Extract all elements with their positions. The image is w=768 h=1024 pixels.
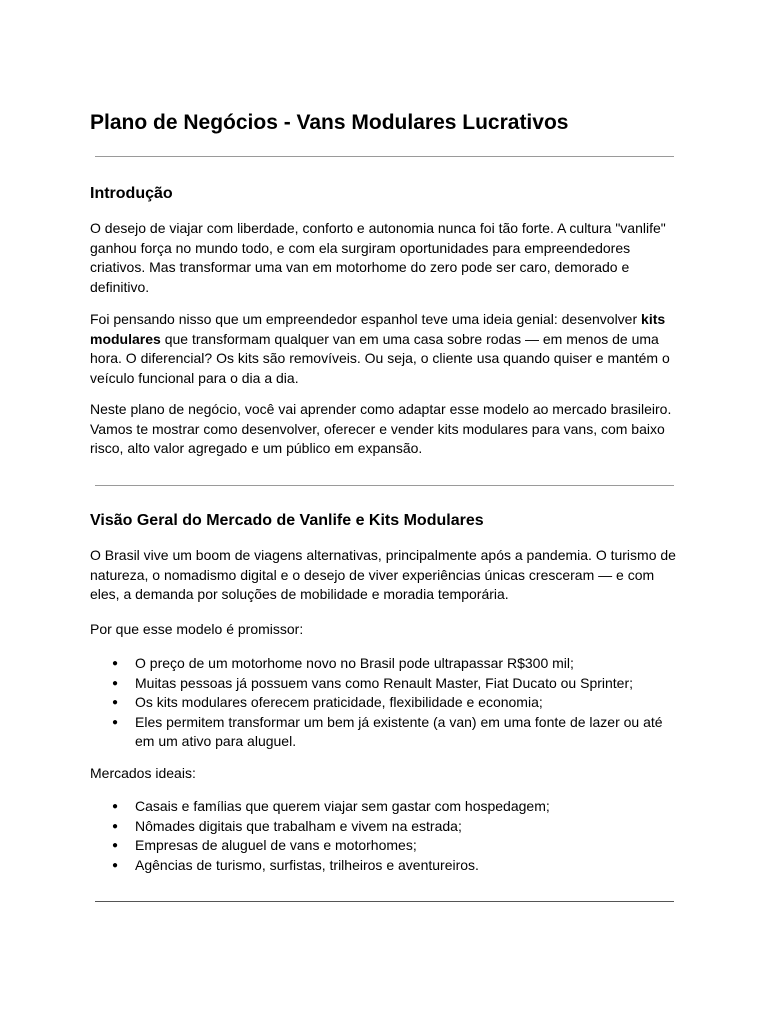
list-item: ● Muitas pessoas já possuem vans como Renault Master, Fiat Ducato ou Sprinter; (90, 674, 676, 694)
market-heading: Visão Geral do Mercado de Vanlife e Kits Modulares (90, 512, 484, 529)
intro-heading: Introdução (90, 185, 173, 202)
intro-paragraph-2 (90, 310, 676, 388)
list-item: ● Agências de turismo, surfistas, trilheiros e aventureiros. (90, 856, 676, 876)
divider (95, 901, 674, 902)
promising-list (90, 654, 676, 752)
ideal-markets-list (90, 797, 676, 875)
list-item: ● Eles permitem transformar um bem já existente (a van) em uma fonte de lazer ou até em um ativo para aluguel. (90, 713, 676, 752)
list-item: ● Nômades digitais que trabalham e vivem na estrada; (90, 817, 676, 837)
intro-paragraph-2-end: que transformam qualquer van em uma casa sobre rodas — em menos de uma hora. O diferencial? Os kits são removíveis. Ou seja, o cliente usa quando quiser e mantém o veículo funcional para o dia a dia. (90, 330, 670, 386)
ideal-markets-label: Mercados ideais: (90, 765, 196, 781)
intro-paragraph-2-start: Foi pensando nisso que um empreendedor espanhol teve uma ideia genial: desenvolver (90, 311, 642, 327)
divider (95, 156, 674, 157)
list-item: ● Os kits modulares oferecem praticidade, flexibilidade e economia; (90, 693, 676, 713)
kits-modulares-emphasis: kits modulares (90, 311, 666, 347)
list-item: ● Empresas de aluguel de vans e motorhomes; (90, 836, 676, 856)
divider (95, 485, 674, 486)
list-item: ● O preço de um motorhome novo no Brasil pode ultrapassar R$300 mil; (90, 654, 676, 674)
market-paragraph: O Brasil vive um boom de viagens alternativas, principalmente após a pandemia. O turismo de natureza, o nomadismo digital e o desejo de viver experiências únicas cresceram — e com eles, a demanda por soluções de mobilidade e moradia temporária. (90, 547, 676, 602)
document-title: Plano de Negócios - Vans Modulares Lucrativos (90, 111, 569, 134)
intro-paragraph-1: O desejo de viajar com liberdade, conforto e autonomia nunca foi tão forte. A cultura "vanlife" ganhou força no mundo todo, e com ela surgiram oportunidades para empreendedores criativos. Mas transformar uma van em motorhome do zero pode ser caro, demorado e definitivo. (90, 220, 666, 295)
promising-label: Por que esse modelo é promissor: (90, 621, 304, 637)
list-item: ● Casais e famílias que querem viajar sem gastar com hospedagem; (90, 797, 676, 817)
intro-paragraph-3: Neste plano de negócio, você vai aprender como adaptar esse modelo ao mercado brasileiro. Vamos te mostrar como desenvolver, oferecer e vender kits modulares para vans, com baixo risco, alto valor agregado e um público em expansão. (90, 401, 672, 456)
